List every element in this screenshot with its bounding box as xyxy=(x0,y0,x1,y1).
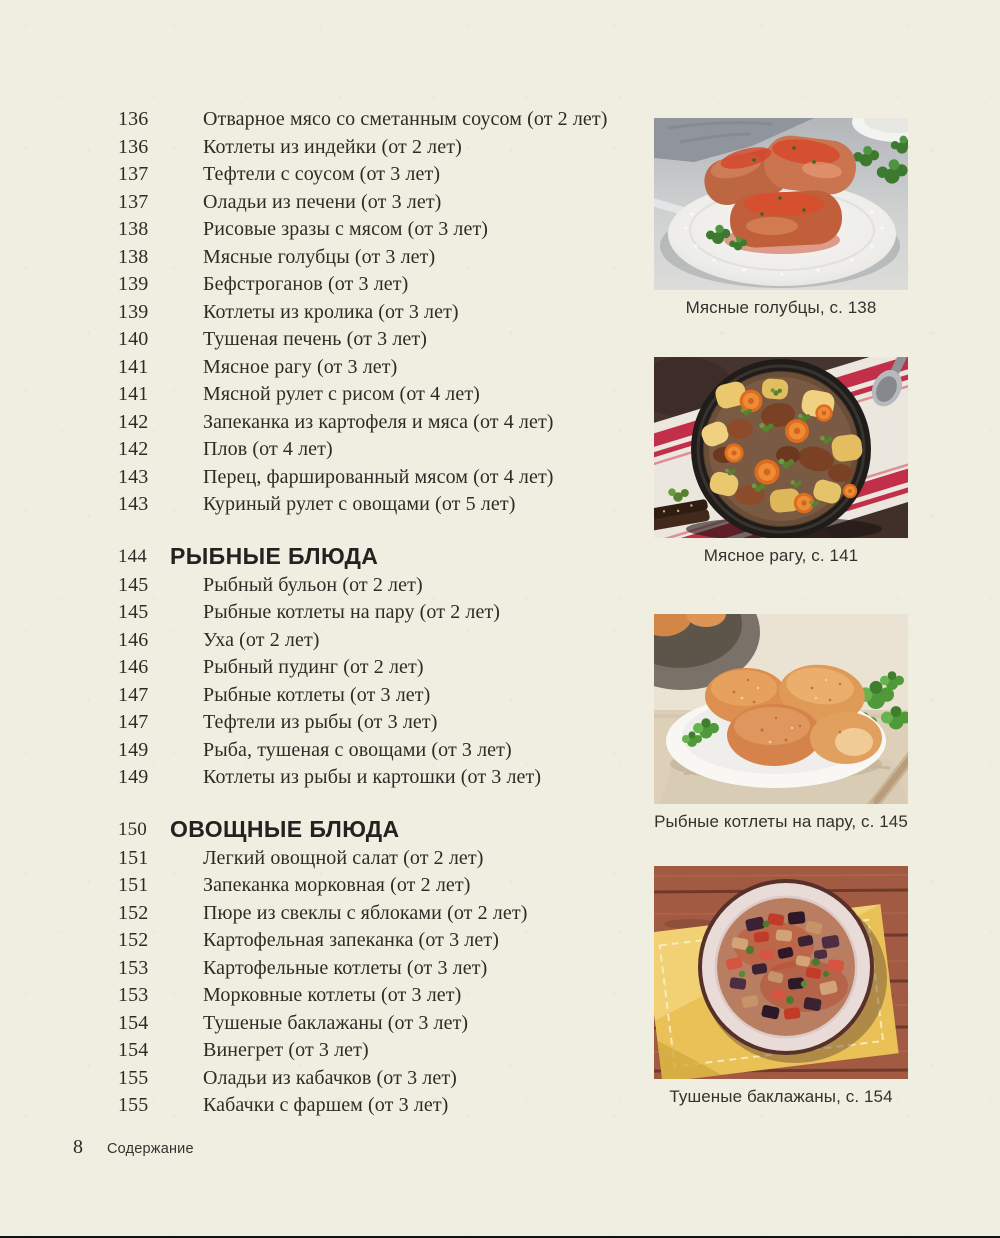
meat-ragout-photo-illustration xyxy=(654,357,908,538)
toc-entry-title: Винегрет (от 3 лет) xyxy=(203,1039,369,1061)
toc-item xyxy=(118,244,663,272)
photo-steamed-fish-cutlets xyxy=(654,614,908,832)
toc-item xyxy=(118,381,663,409)
toc-page-number: 152 xyxy=(118,929,149,951)
toc-page-number: 149 xyxy=(118,738,149,761)
toc-entry-title: Уха (от 2 лет) xyxy=(203,628,320,651)
toc-item xyxy=(118,654,663,682)
toc-entry-title: Рыбный пудинг (от 2 лет) xyxy=(203,656,424,678)
photo-meat-cabbage-rolls xyxy=(654,118,908,318)
toc-section-header xyxy=(118,814,663,845)
toc-page-number: 153 xyxy=(118,956,149,979)
page-footer xyxy=(73,1136,194,1159)
toc-item xyxy=(118,271,663,299)
toc-page-number: 139 xyxy=(118,273,149,295)
toc-item xyxy=(118,682,663,710)
toc-entry-title: Тефтели с соусом (от 3 лет) xyxy=(203,163,441,185)
toc-item xyxy=(118,927,663,955)
toc-item xyxy=(118,189,663,217)
toc-item xyxy=(118,491,663,519)
toc-page-number: 155 xyxy=(118,1094,149,1116)
toc-item xyxy=(118,900,663,928)
footer-page-number: 8 xyxy=(73,1136,83,1158)
toc-item xyxy=(118,1010,663,1038)
toc-page-number: 147 xyxy=(118,711,149,733)
toc-entry-title: Пюре из свеклы с яблоками (от 2 лет) xyxy=(203,901,528,924)
toc-entry-title: Рыба, тушеная с овощами (от 3 лет) xyxy=(203,738,512,761)
meat-cabbage-rolls-photo-illustration xyxy=(654,118,908,290)
fish-cutlets-photo-illustration xyxy=(654,614,908,804)
toc-item xyxy=(118,627,663,655)
toc-item xyxy=(118,1092,663,1120)
toc-entry-title: Запеканка из картофеля и мяса (от 4 лет) xyxy=(203,410,554,433)
toc-entry-title: Отварное мясо со сметанным соусом (от 2 лет) xyxy=(203,108,608,130)
toc-item xyxy=(118,1065,663,1093)
toc-entry-title: Мясной рулет с рисом (от 4 лет) xyxy=(203,383,480,405)
toc-entry-title: Рыбные котлеты на пару (от 2 лет) xyxy=(203,601,501,623)
toc-page-number: 136 xyxy=(118,135,149,158)
toc-item xyxy=(118,436,663,464)
toc-page-number: 155 xyxy=(118,1066,149,1089)
toc-item xyxy=(118,764,663,792)
toc-item xyxy=(118,326,663,354)
toc-page-number: 153 xyxy=(118,984,149,1006)
toc-page-number: 140 xyxy=(118,328,149,350)
toc-page-number: 146 xyxy=(118,656,149,678)
toc-item xyxy=(118,709,663,737)
toc-entry-title: Кабачки с фаршем (от 3 лет) xyxy=(203,1094,449,1116)
toc-page-number: 143 xyxy=(118,493,149,515)
toc-page-number: 138 xyxy=(118,218,149,240)
toc-page-number: 145 xyxy=(118,573,149,596)
photo-caption: Мясные голубцы, с. 138 xyxy=(685,298,877,317)
photo-stewed-eggplants xyxy=(654,866,908,1107)
toc-page-number: 152 xyxy=(118,901,149,924)
toc-page-number: 137 xyxy=(118,190,149,213)
toc-item xyxy=(118,572,663,600)
toc-page-number: 137 xyxy=(118,163,149,185)
toc-entry-title: Тушеные баклажаны (от 3 лет) xyxy=(203,1011,469,1034)
toc-item xyxy=(118,464,663,492)
toc-entry-title: Перец, фаршированный мясом (от 4 лет) xyxy=(203,465,554,488)
toc-page-number: 139 xyxy=(118,300,149,323)
toc-entry-title: Котлеты из кролика (от 3 лет) xyxy=(203,300,459,323)
toc-item xyxy=(118,982,663,1010)
toc-page-number: 141 xyxy=(118,383,149,405)
toc-entry-title: Легкий овощной салат (от 2 лет) xyxy=(203,846,484,869)
photo-caption: Мясное рагу, с. 141 xyxy=(703,546,859,565)
toc-entry-title: Оладьи из печени (от 3 лет) xyxy=(203,190,442,213)
toc-section-title: РЫБНЫЕ БЛЮДА xyxy=(170,542,379,569)
toc-page-number: 151 xyxy=(118,846,149,869)
toc-item xyxy=(118,955,663,983)
toc-item xyxy=(118,216,663,244)
photo-caption: Рыбные котлеты на пару, с. 145 xyxy=(654,812,908,831)
toc-item xyxy=(118,354,663,382)
toc-entry-title: Запеканка морковная (от 2 лет) xyxy=(203,874,471,896)
toc-page-number: 151 xyxy=(118,874,149,896)
toc-entry-title: Тушеная печень (от 3 лет) xyxy=(203,328,428,350)
stewed-eggplants-photo-illustration xyxy=(654,866,908,1079)
toc-entry-title: Рисовые зразы с мясом (от 3 лет) xyxy=(203,218,489,240)
toc-entry-title: Оладьи из кабачков (от 3 лет) xyxy=(203,1066,457,1089)
toc-item xyxy=(118,872,663,900)
toc-entry-title: Котлеты из рыбы и картошки (от 3 лет) xyxy=(203,766,542,788)
toc-entry-title: Тефтели из рыбы (от 3 лет) xyxy=(203,711,438,733)
toc-page-number: 145 xyxy=(118,601,149,623)
toc-entry-title: Плов (от 4 лет) xyxy=(203,438,333,460)
toc-item xyxy=(118,737,663,765)
toc-item xyxy=(118,599,663,627)
toc-item xyxy=(118,409,663,437)
toc-entry-title: Бефстроганов (от 3 лет) xyxy=(203,273,409,295)
toc-item xyxy=(118,845,663,873)
toc-page-number: 147 xyxy=(118,683,149,706)
toc-entry-title: Морковные котлеты (от 3 лет) xyxy=(203,984,462,1006)
toc-item xyxy=(118,161,663,189)
toc-entry-title: Картофельная запеканка (от 3 лет) xyxy=(203,929,499,951)
toc-entry-title: Куриный рулет с овощами (от 5 лет) xyxy=(203,493,516,515)
toc-entry-title: Картофельные котлеты (от 3 лет) xyxy=(203,956,488,979)
toc-section-title: ОВОЩНЫЕ БЛЮДА xyxy=(170,815,400,842)
toc-page-number: 154 xyxy=(118,1039,149,1061)
toc-entry-title: Мясные голубцы (от 3 лет) xyxy=(203,245,436,268)
toc-item xyxy=(118,299,663,327)
toc-page-number: 146 xyxy=(118,628,149,651)
toc-page-number: 150 xyxy=(118,818,147,840)
toc-item xyxy=(118,106,663,134)
toc-page-number: 144 xyxy=(118,545,147,567)
toc-entry-title: Рыбный бульон (от 2 лет) xyxy=(203,573,423,596)
toc-page-number: 136 xyxy=(118,108,149,130)
toc-page-number: 154 xyxy=(118,1011,149,1034)
toc-page-number: 141 xyxy=(118,355,149,378)
toc-page-number: 149 xyxy=(118,766,149,788)
toc-entry-title: Мясное рагу (от 3 лет) xyxy=(203,355,398,378)
toc-page-number: 138 xyxy=(118,245,149,268)
footer-section-label: Содержание xyxy=(107,1141,194,1157)
photo-meat-ragout xyxy=(654,357,908,566)
toc-item xyxy=(118,1037,663,1065)
toc-entry-title: Рыбные котлеты (от 3 лет) xyxy=(203,683,431,706)
toc-page-number: 142 xyxy=(118,410,149,433)
photo-caption: Тушеные баклажаны, с. 154 xyxy=(669,1087,893,1106)
toc-item xyxy=(118,134,663,162)
toc-section-header xyxy=(118,541,663,572)
toc-entry-title: Котлеты из индейки (от 2 лет) xyxy=(203,135,462,158)
toc-list xyxy=(118,106,663,1120)
toc-page-number: 143 xyxy=(118,465,149,488)
toc-page-number: 142 xyxy=(118,438,149,460)
